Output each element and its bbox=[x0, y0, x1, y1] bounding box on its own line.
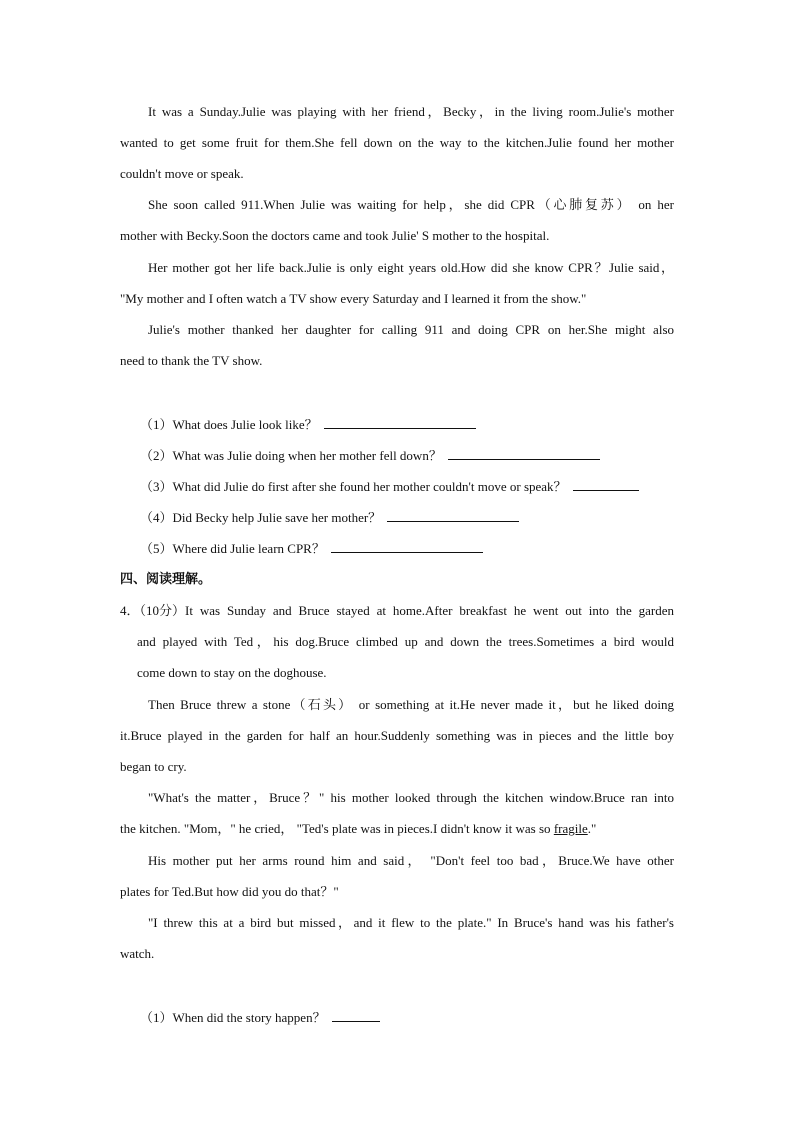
p3-para1-line2: wanted to get some fruit for them.She fell down on the way to the kitchen.Julie found her mother bbox=[120, 135, 674, 150]
question-5-text: （5）Where did Julie learn CPR？ bbox=[140, 541, 325, 556]
q4-para2-line2: it.Bruce played in the garden for half an hour.Suddenly something was in pieces and the little boy bbox=[120, 728, 674, 743]
p3-para2-line1: She soon called 911.When Julie was waiting for help，she did CPR（心肺复苏） on her bbox=[148, 197, 674, 212]
q4-para4-line2: plates for Ted.But how did you do that？" bbox=[120, 884, 339, 899]
q4-para1-line1 bbox=[120, 601, 674, 621]
q4-para3-line2-pre: the kitchen. "Mom，" he cried， "Ted's plate was in pieces.I didn't know it was so bbox=[120, 821, 554, 836]
p3-para4-line1: Julie's mother thanked her daughter for calling 911 and doing CPR on her.She might also bbox=[148, 322, 674, 337]
q4-para3-line1: "What's the matter，Bruce？" his mother looked through the kitchen window.Bruce ran into bbox=[148, 790, 674, 805]
p3-para2-line2: mother with Becky.Soon the doctors came and took Julie' S mother to the hospital. bbox=[120, 228, 550, 243]
q4-para2-line1: Then Bruce threw a stone（石头） or something at it.He never made it，but he liked doing bbox=[148, 697, 674, 712]
q4-question-1 bbox=[140, 1007, 380, 1027]
q4-answer-blank-1[interactable] bbox=[332, 1007, 380, 1022]
question-1 bbox=[140, 414, 476, 434]
p3-para1-line1: It was a Sunday.Julie was playing with her friend，Becky，in the living room.Julie's mother bbox=[148, 104, 674, 119]
answer-blank-2[interactable] bbox=[448, 445, 600, 460]
question-3-text: （3）What did Julie do first after she found her mother couldn't move or speak？ bbox=[140, 479, 567, 494]
q4-para5-line2: watch. bbox=[120, 946, 155, 961]
q4-para1-line1-text: It was Sunday and Bruce stayed at home.After breakfast he went out into the garden bbox=[185, 603, 674, 618]
question-5 bbox=[140, 538, 483, 558]
answer-blank-3[interactable] bbox=[573, 476, 639, 491]
question-3 bbox=[140, 476, 639, 496]
question-1-text: （1）What does Julie look like？ bbox=[140, 417, 318, 432]
p3-para3-line1: Her mother got her life back.Julie is only eight years old.How did she know CPR？Julie said， bbox=[148, 260, 674, 275]
p3-para4-line2: need to thank the TV show. bbox=[120, 353, 263, 368]
question-2-text: （2）What was Julie doing when her mother fell down？ bbox=[140, 448, 442, 463]
question-4-text: （4）Did Becky help Julie save her mother？ bbox=[140, 510, 382, 525]
answer-blank-4[interactable] bbox=[387, 507, 519, 522]
fragile-word: fragile bbox=[553, 821, 588, 836]
answer-blank-5[interactable] bbox=[331, 538, 483, 553]
q4-para1-line3: come down to stay on the doghouse. bbox=[137, 665, 327, 680]
section-heading: 四、阅读理解。 bbox=[120, 572, 212, 587]
q4-question-1-text: （1）When did the story happen？ bbox=[140, 1010, 326, 1025]
question-2 bbox=[140, 445, 600, 465]
q4-para5-line1: "I threw this at a bird but missed，and it flew to the plate." In Bruce's hand was his father's bbox=[148, 915, 674, 930]
p3-para3-line2: "My mother and I often watch a TV show every Saturday and I learned it from the show." bbox=[120, 291, 587, 306]
q4-para3-line2 bbox=[120, 819, 674, 839]
answer-blank-1[interactable] bbox=[324, 414, 476, 429]
p3-para1-line3: couldn't move or speak. bbox=[120, 166, 244, 181]
q4-para2-line3: began to cry. bbox=[120, 759, 187, 774]
q4-para1-line2: and played with Ted，his dog.Bruce climbed up and down the trees.Sometimes a bird would bbox=[137, 634, 674, 649]
q4-para3-line2-post: ." bbox=[587, 821, 597, 836]
q4-para4-line1: His mother put her arms round him and said， "Don't feel too bad，Bruce.We have other bbox=[148, 853, 674, 868]
question-4 bbox=[140, 507, 519, 527]
q4-number: 4．（10分） bbox=[120, 603, 186, 618]
